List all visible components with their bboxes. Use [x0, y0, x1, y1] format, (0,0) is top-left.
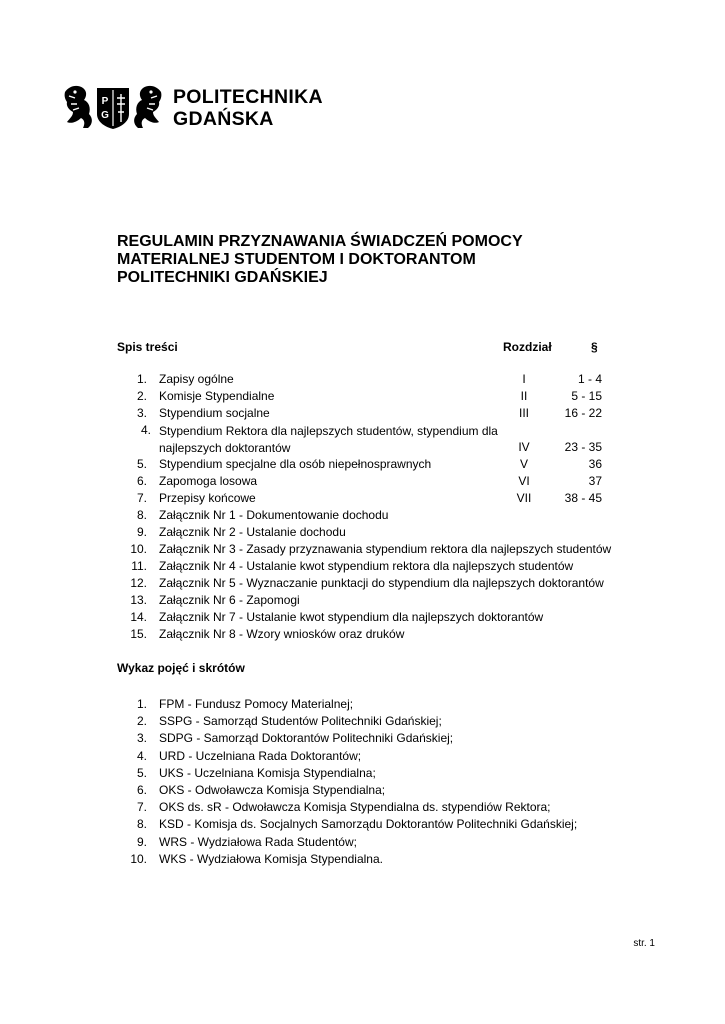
toc-heading: Spis treści	[117, 340, 178, 354]
toc-item	[0, 542, 725, 559]
toc-item-label: Zapisy ogólne	[159, 372, 234, 386]
toc-item	[0, 576, 725, 593]
abbreviation-item	[0, 749, 725, 766]
abbreviation-text: SSPG - Samorząd Studentów Politechniki Gdańskiej;	[159, 714, 442, 729]
toc-column-chapter: Rozdział	[503, 340, 552, 354]
toc-item-number: 15.	[130, 627, 147, 641]
toc-item-number: 2.	[136, 389, 147, 403]
abbreviation-text: OKS - Odwoławcza Komisja Stypendialna;	[159, 782, 386, 797]
toc-item-chapter: V	[519, 457, 528, 471]
abbreviation-item	[0, 800, 725, 817]
abbreviation-item	[0, 714, 725, 731]
abbreviation-item	[0, 835, 725, 852]
abbreviation-number: 8.	[136, 817, 147, 832]
toc-item-paragraphs: 5 - 15	[571, 389, 602, 403]
toc-item-chapter: II	[520, 389, 528, 403]
title-line: POLITECHNIKI GDAŃSKIEJ	[117, 269, 328, 286]
title-line: MATERIALNEJ STUDENTOM I DOKTORANTOM	[117, 251, 476, 268]
emblem-letter-p: P	[101, 96, 109, 107]
abbreviation-text: URD - Uczelniana Rada Doktorantów;	[159, 748, 362, 763]
toc-item-number: 11.	[131, 559, 147, 573]
toc-item-label: Załącznik Nr 2 - Ustalanie dochodu	[159, 525, 346, 539]
toc-item	[0, 457, 725, 474]
toc-header	[117, 340, 637, 356]
toc-item-paragraphs: 38 - 45	[564, 491, 602, 505]
abbreviation-item	[0, 783, 725, 800]
abbreviation-item	[0, 766, 725, 783]
toc-item	[0, 389, 725, 406]
toc-item-label: Załącznik Nr 3 - Zasady przyznawania stypendium rektora dla najlepszych studentów	[159, 542, 612, 556]
toc-item-number: 1.	[136, 372, 147, 386]
abbreviation-item	[0, 731, 725, 748]
toc-item-paragraphs: 37	[588, 474, 602, 488]
toc-item-paragraphs: 16 - 22	[564, 406, 602, 420]
toc-item	[0, 593, 725, 610]
toc-item	[0, 525, 725, 542]
toc-item	[0, 406, 725, 423]
university-name-line2: GDAŃSKA	[173, 108, 274, 130]
abbreviation-text: WRS - Wydziałowa Rada Studentów;	[159, 834, 357, 849]
abbreviation-text: FPM - Fundusz Pomocy Materialnej;	[159, 697, 354, 711]
abbreviation-number: 3.	[136, 731, 147, 746]
toc-item	[0, 508, 725, 525]
abbreviation-number: 9.	[136, 834, 147, 849]
toc-item-chapter: VII	[516, 491, 532, 505]
toc-item-label: Załącznik Nr 4 - Ustalanie kwot stypendium rektora dla najlepszych studentów	[159, 559, 574, 573]
toc-list	[0, 372, 725, 644]
abbreviation-text: SDPG - Samorząd Doktorantów Politechniki Gdańskiej;	[159, 731, 454, 746]
toc-item-number: 5.	[136, 457, 147, 471]
university-name	[173, 86, 323, 130]
university-logo	[63, 82, 333, 132]
toc-item-paragraphs: 23 - 35	[564, 440, 602, 454]
abbreviation-number: 5.	[136, 765, 147, 780]
abbreviation-number: 4.	[136, 748, 147, 763]
toc-item-label: Stypendium Rektora dla najlepszych studentów, stypendium dla najlepszych doktorantów	[159, 424, 498, 455]
toc-item-number: 3.	[136, 406, 147, 420]
abbreviation-item	[0, 852, 725, 869]
title-line: REGULAMIN PRZYZNAWANIA ŚWIADCZEŃ POMOCY	[117, 233, 523, 250]
toc-item-chapter: III	[518, 406, 529, 420]
toc-item-label: Zapomoga losowa	[159, 474, 258, 488]
toc-item-label: Komisje Stypendialne	[159, 389, 275, 403]
abbreviation-text: WKS - Wydziałowa Komisja Stypendialna.	[159, 851, 383, 866]
abbreviation-text: OKS ds. sR - Odwoławcza Komisja Stypendialna ds. stypendiów Rektora;	[159, 800, 551, 815]
document-title	[117, 233, 637, 287]
toc-item-label: Załącznik Nr 8 - Wzory wniosków oraz druków	[159, 627, 405, 641]
toc-item-label: Załącznik Nr 5 - Wyznaczanie punktacji do stypendium dla najlepszych doktorantów	[159, 576, 604, 590]
toc-item-number: 12.	[130, 576, 147, 590]
toc-item	[0, 559, 725, 576]
abbreviation-item	[0, 817, 725, 834]
abbreviation-number: 2.	[136, 714, 147, 729]
toc-item-number: 4.	[140, 423, 151, 437]
abbreviation-number: 6.	[136, 782, 147, 797]
toc-item	[0, 423, 725, 457]
toc-item-chapter: IV	[518, 440, 530, 454]
toc-item-chapter: VI	[518, 474, 530, 488]
toc-item-paragraphs: 1 - 4	[577, 372, 602, 386]
toc-item-label: Załącznik Nr 1 - Dokumentowanie dochodu	[159, 508, 389, 522]
abbreviation-text: UKS - Uczelniana Komisja Stypendialna;	[159, 765, 376, 780]
toc-item	[0, 474, 725, 491]
toc-column-paragraph: §	[591, 340, 598, 354]
toc-item-label: Załącznik Nr 6 - Zapomogi	[159, 593, 300, 607]
toc-item-label: Stypendium specjalne dla osób niepełnosprawnych	[159, 457, 432, 471]
toc-item-number: 14.	[130, 610, 147, 624]
toc-item	[0, 627, 725, 644]
abbreviations-list	[0, 697, 725, 869]
toc-item	[0, 491, 725, 508]
toc-item-paragraphs: 36	[588, 457, 602, 471]
toc-item-number: 6.	[136, 474, 147, 488]
university-name-line1: POLITECHNIKA	[173, 86, 323, 108]
abbreviations-heading: Wykaz pojęć i skrótów	[117, 661, 245, 675]
toc-item-number: 9.	[136, 525, 147, 539]
toc-item-label: Stypendium socjalne	[159, 406, 270, 420]
abbreviation-number: 1.	[136, 697, 147, 711]
toc-item-number: 13.	[130, 593, 147, 607]
toc-item-chapter: I	[522, 372, 526, 386]
abbreviation-text: KSD - Komisja ds. Socjalnych Samorządu Doktorantów Politechniki Gdańskiej;	[159, 817, 578, 832]
abbreviation-item	[0, 697, 725, 714]
emblem-letter-g: G	[101, 110, 109, 121]
page-number: str. 1	[633, 938, 655, 949]
toc-item-number: 10.	[130, 542, 147, 556]
university-emblem-icon	[63, 82, 163, 132]
toc-item-number: 7.	[136, 491, 147, 505]
abbreviation-number: 10.	[130, 851, 147, 866]
abbreviation-number: 7.	[136, 800, 147, 815]
toc-item	[0, 610, 725, 627]
toc-item-number: 8.	[136, 508, 147, 522]
toc-item-label: Przepisy końcowe	[159, 491, 256, 505]
toc-item	[0, 372, 725, 389]
toc-item-label: Załącznik Nr 7 - Ustalanie kwot stypendium dla najlepszych doktorantów	[159, 610, 544, 624]
